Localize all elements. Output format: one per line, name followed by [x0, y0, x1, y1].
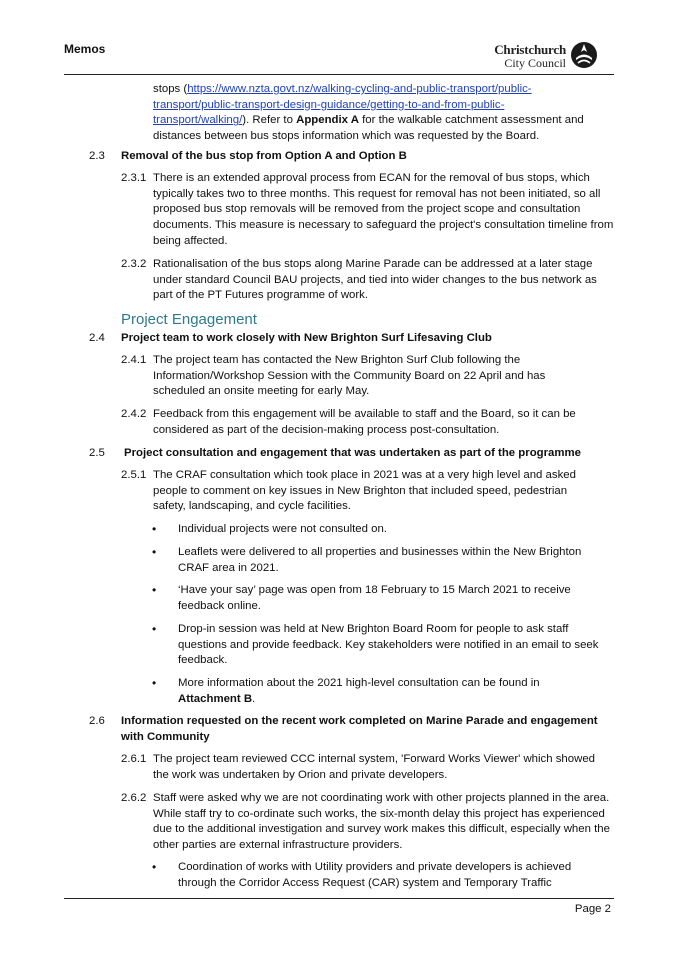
item-text: The CRAF consultation which took place in 2021 was at a very high level and asked people to comment on key issues in New Brighton that included speed, pedestrian safety, landscaping, and cycle facilities.: [153, 469, 576, 513]
section-number: 2.3: [89, 150, 105, 162]
attachment-b-ref: Attachment B: [178, 692, 253, 705]
list-item: More information about the 2021 high-level consultation can be found in Attachment B.: [178, 677, 540, 705]
item-number: 2.6.2: [121, 792, 147, 804]
header-rule: [64, 74, 614, 75]
section-heading: Project Engagement: [121, 311, 257, 328]
cathedral-icon: [570, 41, 598, 69]
council-logo: [496, 41, 598, 69]
list-item: Drop-in session was held at New Brighton Board Room for people to ask staff questions and provide feedback. Key stakeholders were notified in an email to seek feedback.: [178, 623, 599, 667]
item-text: Feedback from this engagement will be available to staff and the Board, so it can be considered as part of the decision-making process post-consultation.: [153, 408, 576, 436]
bullet-icon: •: [152, 676, 157, 690]
bullet-icon: •: [152, 522, 157, 536]
item-number: 2.3.2: [121, 258, 147, 270]
item-text: Rationalisation of the bus stops along Marine Parade can be addressed at a later stage under standard Council BAU projects, and tied into wider changes to the bus network as part of the PT Futures programme of work.: [153, 258, 597, 302]
item-number: 2.4.1: [121, 354, 147, 366]
item-text: The project team has contacted the New Brighton Surf Club following the Information/Workshop Session with the Community Board on 22 April and has scheduled an onsite meeting for early May.: [153, 354, 546, 398]
bullet-icon: •: [152, 545, 157, 559]
bullet-icon: •: [152, 583, 157, 597]
item-number: 2.5.1: [121, 469, 147, 481]
header-title: Memos: [64, 42, 106, 56]
footer-rule: [64, 898, 614, 899]
section-number: 2.4: [89, 332, 105, 344]
logo-line2: City Council: [504, 56, 566, 70]
page-number: Page 2: [574, 903, 611, 915]
list-item: Individual projects were not consulted on.: [178, 523, 387, 535]
section-title: Project consultation and engagement that was undertaken as part of the programme: [124, 447, 581, 459]
section-number: 2.6: [89, 715, 105, 727]
section-title: Removal of the bus stop from Option A and Option B: [121, 150, 407, 162]
section-number: 2.5: [89, 447, 105, 459]
list-item: ‘Have your say’ page was open from 18 February to 15 March 2021 to receive feedback online.: [178, 584, 571, 612]
list-item: Coordination of works with Utility providers and private developers is achieved through the Corridor Access Request (CAR) system and Temporary Traffic: [178, 861, 572, 889]
item-number: 2.6.1: [121, 753, 147, 765]
section-title: Project team to work closely with New Brighton Surf Lifesaving Club: [121, 332, 492, 344]
logo-line1: Christchurch: [494, 42, 566, 57]
nzta-link[interactable]: https://www.nzta.govt.nz/walking-cycling-and-public-transport/public- transport/public-transport-design-guidance/getting-to-and-from-public- transport/walking/: [153, 83, 532, 127]
bullet-icon: •: [152, 622, 157, 636]
section-title: Information requested on the recent work completed on Marine Parade and engagement with Community: [121, 715, 598, 743]
item-number: 2.3.1: [121, 172, 147, 184]
item-text: Staff were asked why we are not coordinating work with other projects planned in the area. While staff try to co-ordinate such works, the six-month delay this project has experienced due to the additional investigation and survey work makes this difficult, especially when the other parties are external infrastructure providers.: [153, 792, 610, 852]
item-text: There is an extended approval process from ECAN for the removal of bus stops, which typically takes two to three months. This request for removal has not been initiated, so all proposed bus stop removals will be removed from the project scope and consultation documents. This measure is necessary to safeguard the project's consultation timeline from being affected.: [153, 172, 614, 247]
appendix-a-ref: Appendix A: [296, 114, 359, 127]
intro-paragraph: stops (https://www.nzta.govt.nz/walking-cycling-and-public-transport/public- transport/public-transport-design-guidance/getting-to-and-from-public- transport/walking/). Refer to Appendix A for the walkable catchment assessment and distances between bus stops information which was requested by the Board.: [153, 83, 584, 143]
item-text: The project team reviewed CCC internal system, 'Forward Works Viewer' which showed the work was undertaken by Orion and private developers.: [153, 753, 595, 781]
list-item: Leaflets were delivered to all properties and businesses within the New Brighton CRAF area in 2021.: [178, 546, 582, 574]
item-number: 2.4.2: [121, 408, 147, 420]
bullet-icon: •: [152, 860, 157, 874]
